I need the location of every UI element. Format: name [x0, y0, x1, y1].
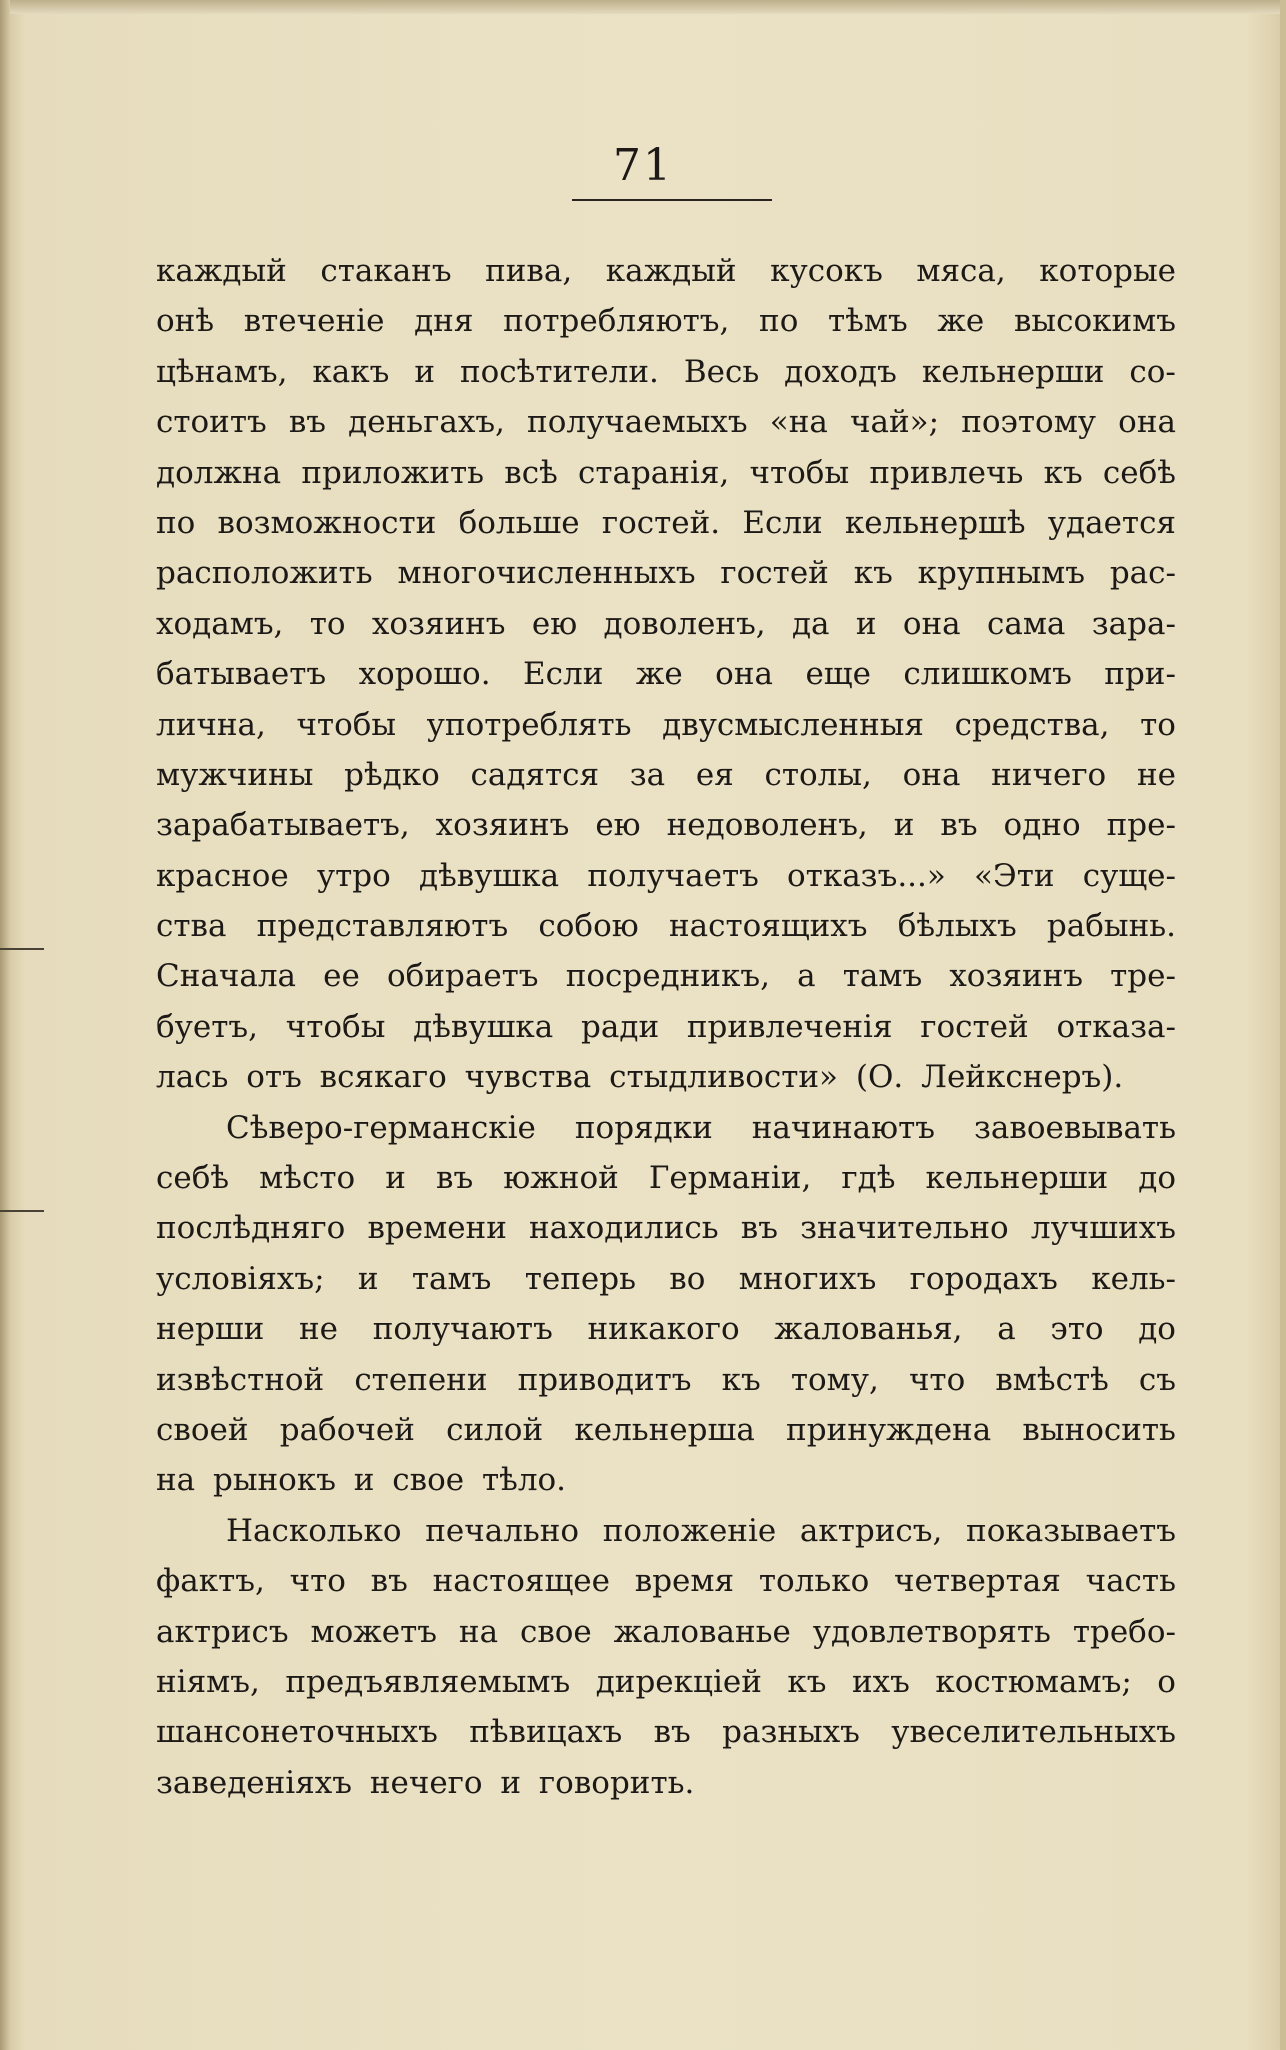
word: столы,	[764, 756, 872, 793]
word: начинаютъ	[751, 1109, 936, 1146]
word: и	[414, 353, 436, 390]
word: отказъ...»	[787, 857, 946, 894]
word: она	[902, 756, 961, 793]
word: дирекціей	[595, 1663, 762, 1700]
word: шансонеточныхъ	[156, 1714, 438, 1751]
word: зара-	[1091, 605, 1176, 642]
word: утро	[316, 857, 391, 894]
word: «на	[769, 404, 828, 441]
word: настоящее	[432, 1563, 610, 1600]
text-line	[156, 296, 1176, 346]
text-line	[156, 901, 1176, 951]
word: дѣвушка	[419, 857, 560, 894]
word: Насколько	[226, 1512, 402, 1549]
word: рѣдко	[344, 756, 440, 793]
text-line	[156, 1103, 1176, 1153]
word: въ	[436, 1160, 474, 1197]
word: удовлетворять	[812, 1613, 1051, 1650]
word: рабочей	[279, 1411, 415, 1448]
word: находились	[529, 1210, 719, 1247]
word: кусокъ	[770, 253, 883, 289]
word: что	[908, 1361, 966, 1398]
word: тре-	[1110, 958, 1176, 995]
word: Весь	[683, 353, 760, 390]
word: приводитъ	[517, 1361, 692, 1398]
word: о	[1157, 1663, 1176, 1700]
page-number: 71	[613, 140, 673, 191]
page-body-text	[156, 246, 1176, 1808]
word: ею	[531, 605, 578, 642]
word: не	[299, 1311, 339, 1348]
word: не	[1136, 756, 1176, 793]
word: въ	[288, 404, 327, 441]
word: крупнымъ	[917, 555, 1085, 592]
text-line	[156, 548, 1176, 598]
word: она	[902, 605, 961, 642]
word: недоволенъ,	[666, 807, 868, 844]
word: то	[309, 605, 346, 642]
word: актрисъ,	[799, 1512, 943, 1549]
word: въ	[370, 1563, 408, 1600]
word: ніямъ,	[156, 1663, 260, 1700]
word: извѣстной	[156, 1361, 325, 1398]
word: хозяинъ	[435, 807, 570, 844]
word: и	[357, 1260, 379, 1297]
word: то	[1140, 706, 1176, 743]
header-rule	[572, 199, 772, 201]
word: хорошо.	[358, 656, 491, 693]
word: втеченіе	[243, 303, 385, 340]
text-line	[156, 397, 1176, 447]
word: время	[634, 1563, 735, 1600]
text-line	[156, 1355, 1176, 1405]
word: никакого	[587, 1311, 740, 1348]
word: батываетъ	[156, 656, 327, 693]
word: чтобы	[285, 1008, 386, 1045]
text-line	[156, 1455, 1176, 1505]
word: силой	[446, 1411, 544, 1448]
word: по	[759, 303, 799, 340]
word: сама	[986, 605, 1066, 642]
word: каждый	[156, 253, 287, 289]
word: хозяинъ	[949, 958, 1083, 995]
text-line	[156, 1405, 1176, 1455]
word: она	[1118, 404, 1176, 441]
word: отказа-	[1056, 1008, 1176, 1045]
text-line	[156, 1758, 1176, 1808]
word: дня	[414, 303, 474, 340]
word: суще-	[1082, 857, 1176, 894]
word: настоящихъ	[668, 908, 868, 945]
word: ея	[695, 756, 734, 793]
word: значительно	[800, 1210, 1009, 1247]
word: ходамъ,	[156, 605, 284, 642]
word: тамъ	[411, 1260, 492, 1297]
text-line	[156, 1254, 1176, 1304]
word: доволенъ,	[603, 605, 766, 642]
paragraph	[156, 1506, 1176, 1808]
word: рабынь.	[1046, 908, 1176, 945]
word: собою	[538, 908, 639, 945]
word: послѣдняго	[156, 1210, 346, 1247]
word: тѣмъ	[828, 303, 908, 340]
word: гостей	[920, 1008, 1029, 1045]
word: всѣ	[504, 454, 558, 491]
word: къ	[1043, 454, 1083, 491]
word: зарабатываетъ,	[156, 807, 410, 844]
word: а	[997, 1311, 1016, 1348]
word: гостей.	[601, 504, 721, 541]
word: пѣвицахъ	[469, 1714, 623, 1751]
text-line	[156, 1556, 1176, 1606]
word: бѣлыхъ	[897, 908, 1017, 945]
word: пива,	[485, 253, 573, 289]
word: стаканъ	[320, 253, 452, 289]
word: ею	[595, 807, 641, 844]
word: многочисленныхъ	[397, 555, 696, 592]
word: свое	[519, 1613, 592, 1650]
word: кельнерши	[921, 353, 1105, 390]
word: возможности	[217, 504, 437, 541]
word: и	[855, 605, 877, 642]
word: фактъ,	[156, 1563, 265, 1600]
word: чай»;	[850, 404, 940, 441]
word: ничего	[991, 756, 1107, 793]
word: посредникъ,	[565, 958, 770, 995]
word: получаемыхъ	[527, 404, 748, 441]
word: Сначала	[156, 958, 297, 995]
word: тому,	[790, 1361, 879, 1398]
word: гдѣ	[841, 1160, 896, 1197]
word: во	[669, 1260, 706, 1297]
word: на рынокъ и свое тѣло.	[156, 1462, 567, 1499]
text-line	[156, 1153, 1176, 1203]
word: рас-	[1109, 555, 1176, 592]
word: кельнерша	[574, 1411, 755, 1448]
word: Германіи,	[648, 1160, 812, 1197]
text-line	[156, 1506, 1176, 1556]
word: условіяхъ;	[156, 1260, 325, 1297]
word: садятся	[470, 756, 600, 793]
text-line	[156, 700, 1176, 750]
word: потребляютъ,	[503, 303, 730, 340]
word: по	[156, 504, 196, 541]
page-right-edge	[1280, 0, 1286, 2050]
word: многихъ	[738, 1260, 877, 1297]
word: выносить	[1022, 1411, 1176, 1448]
word: себѣ	[156, 1160, 230, 1197]
word: что	[289, 1563, 346, 1600]
text-line	[156, 1052, 1176, 1102]
word: тамъ	[842, 958, 923, 995]
word: съ	[1138, 1361, 1176, 1398]
page-top-edge	[0, 0, 1286, 14]
text-line	[156, 750, 1176, 800]
text-line	[156, 800, 1176, 850]
word: и	[893, 807, 915, 844]
word: печально	[425, 1512, 580, 1549]
word: онѣ	[156, 303, 215, 340]
word: можетъ	[310, 1613, 438, 1650]
word: степени	[354, 1361, 488, 1398]
word: лична,	[156, 706, 266, 743]
word: четвертая	[894, 1563, 1061, 1600]
word: завоевывать	[974, 1109, 1176, 1146]
word: въ	[653, 1714, 691, 1751]
text-line	[156, 1203, 1176, 1253]
word: Сѣверо-германскіе	[226, 1109, 536, 1146]
word: ее	[323, 958, 360, 995]
page-binding-edge	[0, 0, 10, 2050]
word: принуждена	[786, 1411, 992, 1448]
word: ихъ	[852, 1663, 910, 1700]
text-line	[156, 1707, 1176, 1757]
word: жалованье	[613, 1613, 791, 1650]
word: до	[1138, 1311, 1176, 1348]
word: лучшихъ	[1030, 1210, 1176, 1247]
word: ради	[581, 1008, 660, 1045]
text-line	[156, 498, 1176, 548]
word: увеселительныхъ	[891, 1714, 1176, 1751]
word: нерши	[156, 1311, 265, 1348]
word: чтобы	[296, 706, 397, 743]
word: расположить	[156, 555, 373, 592]
word: поэтому	[961, 404, 1097, 441]
word: употреблять	[426, 706, 632, 743]
word: же	[937, 303, 985, 340]
word: вмѣстѣ	[995, 1361, 1109, 1398]
word: костюмамъ;	[935, 1663, 1132, 1700]
word: гостей	[720, 555, 829, 592]
word: за	[629, 756, 666, 793]
word: предъявляемымъ	[285, 1663, 571, 1700]
word: обираетъ	[387, 958, 539, 995]
word: до	[1138, 1160, 1176, 1197]
paragraph	[156, 246, 1176, 1103]
word: деньгахъ,	[348, 404, 505, 441]
word: слишкомъ	[903, 656, 1072, 693]
word: лась отъ всякаго чувства стыдливости» (О. Лейкснеръ).	[156, 1059, 1124, 1096]
word: положеніе	[602, 1512, 777, 1549]
word: порядки	[574, 1109, 713, 1146]
word: Если	[742, 504, 823, 541]
word: часть	[1085, 1563, 1176, 1600]
text-line	[156, 448, 1176, 498]
text-line	[156, 1607, 1176, 1657]
word: кель-	[1091, 1260, 1176, 1297]
word: высокимъ	[1013, 303, 1176, 340]
word: чтобы	[749, 454, 850, 491]
word: хозяинъ	[371, 605, 506, 642]
word: своей	[156, 1411, 249, 1448]
margin-mark	[0, 1210, 44, 1212]
word: еще	[805, 656, 871, 693]
word: мѣсто	[259, 1160, 356, 1197]
word: и	[385, 1160, 406, 1197]
word: старанія,	[577, 454, 730, 491]
text-line	[156, 951, 1176, 1001]
word: же	[635, 656, 683, 693]
word: получаетъ	[587, 857, 759, 894]
word: она	[715, 656, 773, 693]
word: себѣ	[1102, 454, 1176, 491]
word: теперь	[524, 1260, 636, 1297]
word: какъ	[312, 353, 390, 390]
word: къ	[787, 1663, 827, 1700]
word: показываетъ	[966, 1512, 1176, 1549]
word: требо-	[1072, 1613, 1176, 1650]
word: буетъ,	[156, 1008, 258, 1045]
word: въ	[740, 1210, 778, 1247]
word: мяса,	[916, 253, 1006, 289]
text-line	[156, 649, 1176, 699]
text-line	[156, 1002, 1176, 1052]
word: привлечь	[869, 454, 1024, 491]
word: къ	[853, 555, 893, 592]
word: южной	[503, 1160, 619, 1197]
word: только	[758, 1563, 870, 1600]
word: заведеніяхъ нечего и говорить.	[156, 1764, 695, 1801]
word: двусмысленныя	[662, 706, 924, 743]
word: со-	[1129, 353, 1176, 390]
word: должна	[156, 454, 282, 491]
word: разныхъ	[722, 1714, 860, 1751]
word: да	[791, 605, 830, 642]
word: въ	[940, 807, 978, 844]
word: представляютъ	[256, 908, 509, 945]
word: цѣнамъ,	[156, 353, 288, 390]
word: пре-	[1106, 807, 1176, 844]
text-line	[156, 851, 1176, 901]
word: дѣвушка	[413, 1008, 554, 1045]
text-line	[156, 1657, 1176, 1707]
word: доходъ	[784, 353, 897, 390]
word: городахъ	[909, 1260, 1058, 1297]
word: удается	[1047, 504, 1176, 541]
word: жалованья,	[774, 1311, 963, 1348]
text-line	[156, 599, 1176, 649]
text-line	[156, 1304, 1176, 1354]
word: каждый	[605, 253, 737, 289]
word: къ	[721, 1361, 761, 1398]
word: средства,	[954, 706, 1110, 743]
text-line	[156, 347, 1176, 397]
word: времени	[367, 1210, 507, 1247]
word: которые	[1039, 253, 1176, 289]
word: на	[458, 1613, 499, 1650]
word: «Эти	[974, 857, 1055, 894]
paragraph	[156, 1103, 1176, 1506]
word: привлеченія	[686, 1008, 893, 1045]
word: приложить	[301, 454, 485, 491]
word: Если	[523, 656, 604, 693]
word: ства	[156, 908, 227, 945]
word: это	[1050, 1311, 1104, 1348]
word: а	[797, 958, 816, 995]
word: стоитъ	[156, 404, 267, 441]
word: больше	[458, 504, 580, 541]
word: одно	[1003, 807, 1081, 844]
word: получаютъ	[372, 1311, 553, 1348]
word: кельнершѣ	[844, 504, 1026, 541]
word: при-	[1104, 656, 1176, 693]
word: актрисъ	[156, 1613, 289, 1650]
word: мужчины	[156, 756, 314, 793]
word: кельнерши	[925, 1160, 1109, 1197]
word: красное	[156, 857, 289, 894]
word: посѣтители.	[459, 353, 659, 390]
margin-mark	[0, 948, 44, 950]
text-line	[156, 246, 1176, 296]
